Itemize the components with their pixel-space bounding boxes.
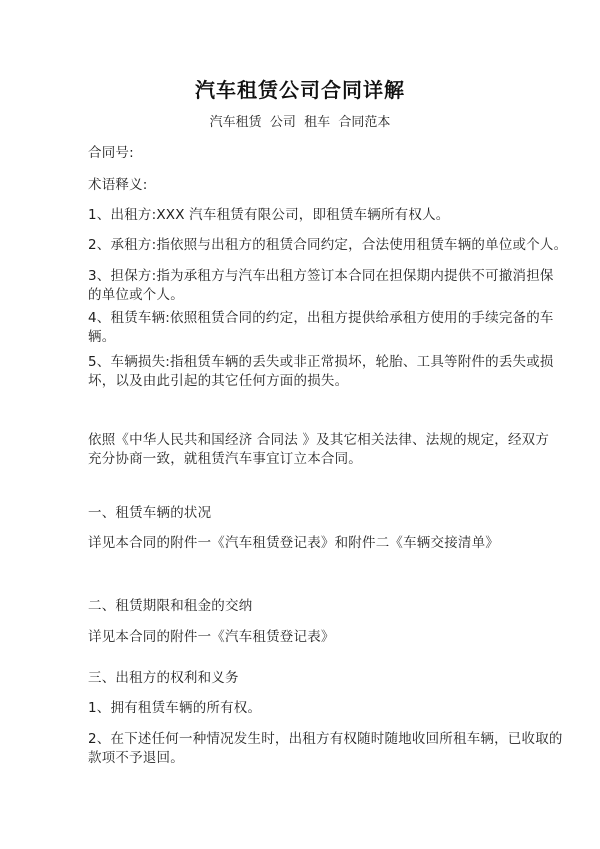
term-4-line-2: 辆。 xyxy=(88,329,116,345)
section-3-item-2-line-2: 款项不予退回。 xyxy=(88,750,184,766)
preamble-line-2: 充分协商一致，就租赁汽车事宜订立本合同。 xyxy=(88,451,362,467)
preamble-line-1: 依照《中华人民共和国经济 合同法 》及其它相关法律、法规的规定，经双方 xyxy=(88,432,550,448)
section-3-heading: 三、出租方的权利和义务 xyxy=(88,670,239,686)
section-2-body: 详见本合同的附件一《汽车租赁登记表》 xyxy=(88,629,335,645)
term-4-line-1: 4、租赁车辆:依照租赁合同的约定，出租方提供给承租方使用的手续完备的车 xyxy=(88,310,554,326)
term-3-line-2: 的单位或个人。 xyxy=(88,287,184,303)
section-1-heading: 一、租赁车辆的状况 xyxy=(88,505,212,521)
term-2: 2、承租方:指依照与出租方的租赁合同约定，合法使用租赁车辆的单位或个人。 xyxy=(88,237,568,253)
document-subtitle: 汽车租赁 公司 租车 合同范本 xyxy=(209,115,391,130)
section-3-item-2-line-1: 2、在下述任何一种情况发生时，出租方有权随时随地收回所租车辆，已收取的 xyxy=(88,731,563,747)
term-3-line-1: 3、担保方:指为承租方与汽车出租方签订本合同在担保期内提供不可撤消担保 xyxy=(88,268,554,284)
section-1-body: 详见本合同的附件一《汽车租赁登记表》和附件二《车辆交接清单》 xyxy=(88,535,499,551)
term-5-line-2: 坏，以及由此引起的其它任何方面的损失。 xyxy=(88,373,349,389)
term-1: 1、出租方:XXX 汽车租赁有限公司，即租赁车辆所有权人。 xyxy=(88,207,450,223)
terms-heading: 术语释义: xyxy=(88,177,148,193)
document-title: 汽车租赁公司合同详解 xyxy=(195,78,405,102)
section-2-heading: 二、租赁期限和租金的交纳 xyxy=(88,598,253,614)
term-5-line-1: 5、车辆损失:指租赁车辆的丢失或非正常损坏，轮胎、工具等附件的丢失或损 xyxy=(88,354,554,370)
contract-number-label: 合同号: xyxy=(88,145,134,161)
section-3-item-1: 1、拥有租赁车辆的所有权。 xyxy=(88,700,262,716)
